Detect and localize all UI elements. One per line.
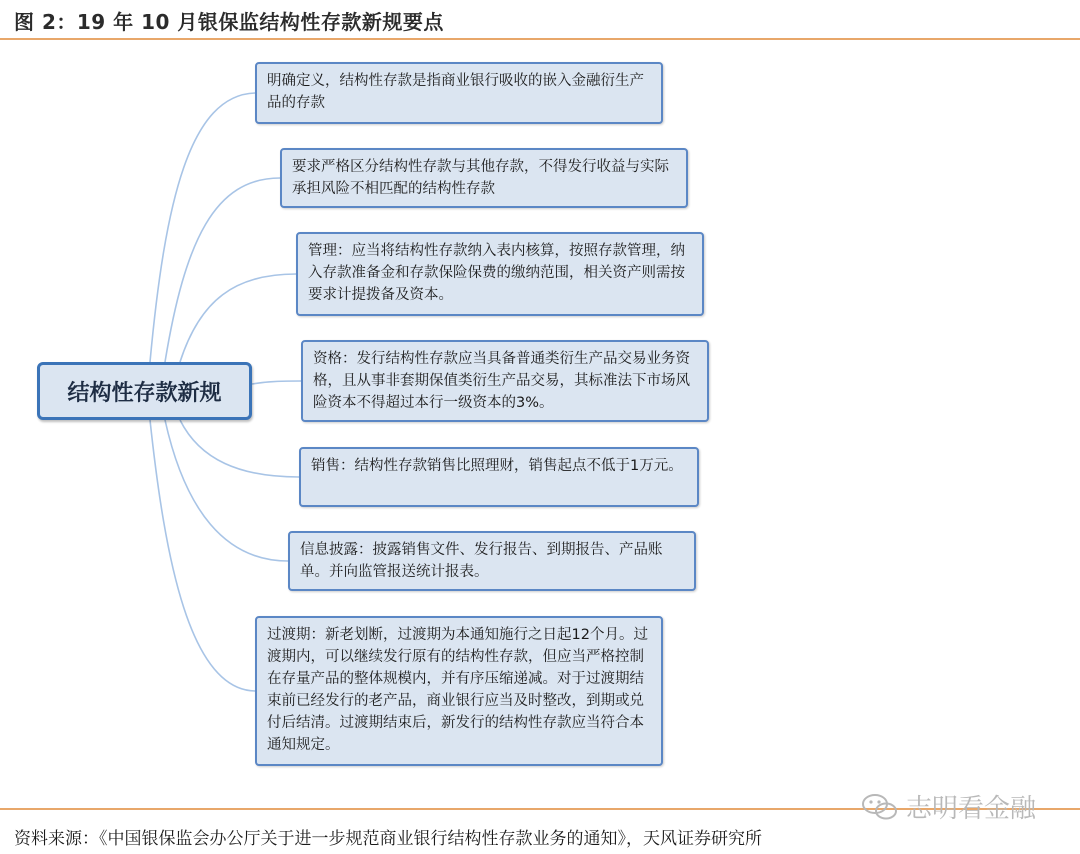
connector-4 — [252, 381, 301, 384]
branch-transition: 过渡期：新老划断，过渡期为本通知施行之日起12个月。过渡期内，可以继续发行原有的结构性存款，但应当严格控制在存量产品的整体规模内，并有序压缩递减。对于过渡期结束前已经发行的老产品，商业银行应当及时整改，到期或兑付后结清。过渡期结束后，新发行的结构性存款应当符合本通知规定。 — [255, 616, 663, 766]
branch-sales: 销售：结构性存款销售比照理财，销售起点不低于1万元。 — [299, 447, 699, 507]
central-topic: 结构性存款新规 — [37, 362, 252, 420]
watermark-text: 志明看金融 — [906, 794, 1037, 824]
source-note: 资料来源：《中国银保监会办公厅关于进一步规范商业银行结构性存款业务的通知》，天风证券研究所 — [14, 829, 762, 849]
connector-6 — [165, 420, 288, 561]
connector-7 — [150, 420, 255, 691]
branch-distinction: 要求严格区分结构性存款与其他存款，不得发行收益与实际承担风险不相匹配的结构性存款 — [280, 148, 688, 208]
watermark — [860, 788, 1036, 825]
branch-definition: 明确定义，结构性存款是指商业银行吸收的嵌入金融衍生产品的存款 — [255, 62, 663, 124]
branch-management: 管理：应当将结构性存款纳入表内核算，按照存款管理，纳入存款准备金和存款保险保费的缴纳范围，相关资产则需按要求计提拨备及资本。 — [296, 232, 704, 316]
wechat-icon — [860, 792, 900, 822]
connector-5 — [180, 420, 299, 477]
connector-2 — [165, 178, 280, 362]
branch-disclosure: 信息披露：披露销售文件、发行报告、到期报告、产品账单。并向监管报送统计报表。 — [288, 531, 696, 591]
branch-qualification: 资格：发行结构性存款应当具备普通类衍生产品交易业务资格，且从事非套期保值类衍生产品交易，其标准法下市场风险资本不得超过本行一级资本的3%。 — [301, 340, 709, 422]
connector-3 — [180, 274, 296, 362]
figure-title: 图 2：19 年 10 月银保监结构性存款新规要点 — [14, 10, 444, 34]
connector-1 — [150, 93, 255, 362]
